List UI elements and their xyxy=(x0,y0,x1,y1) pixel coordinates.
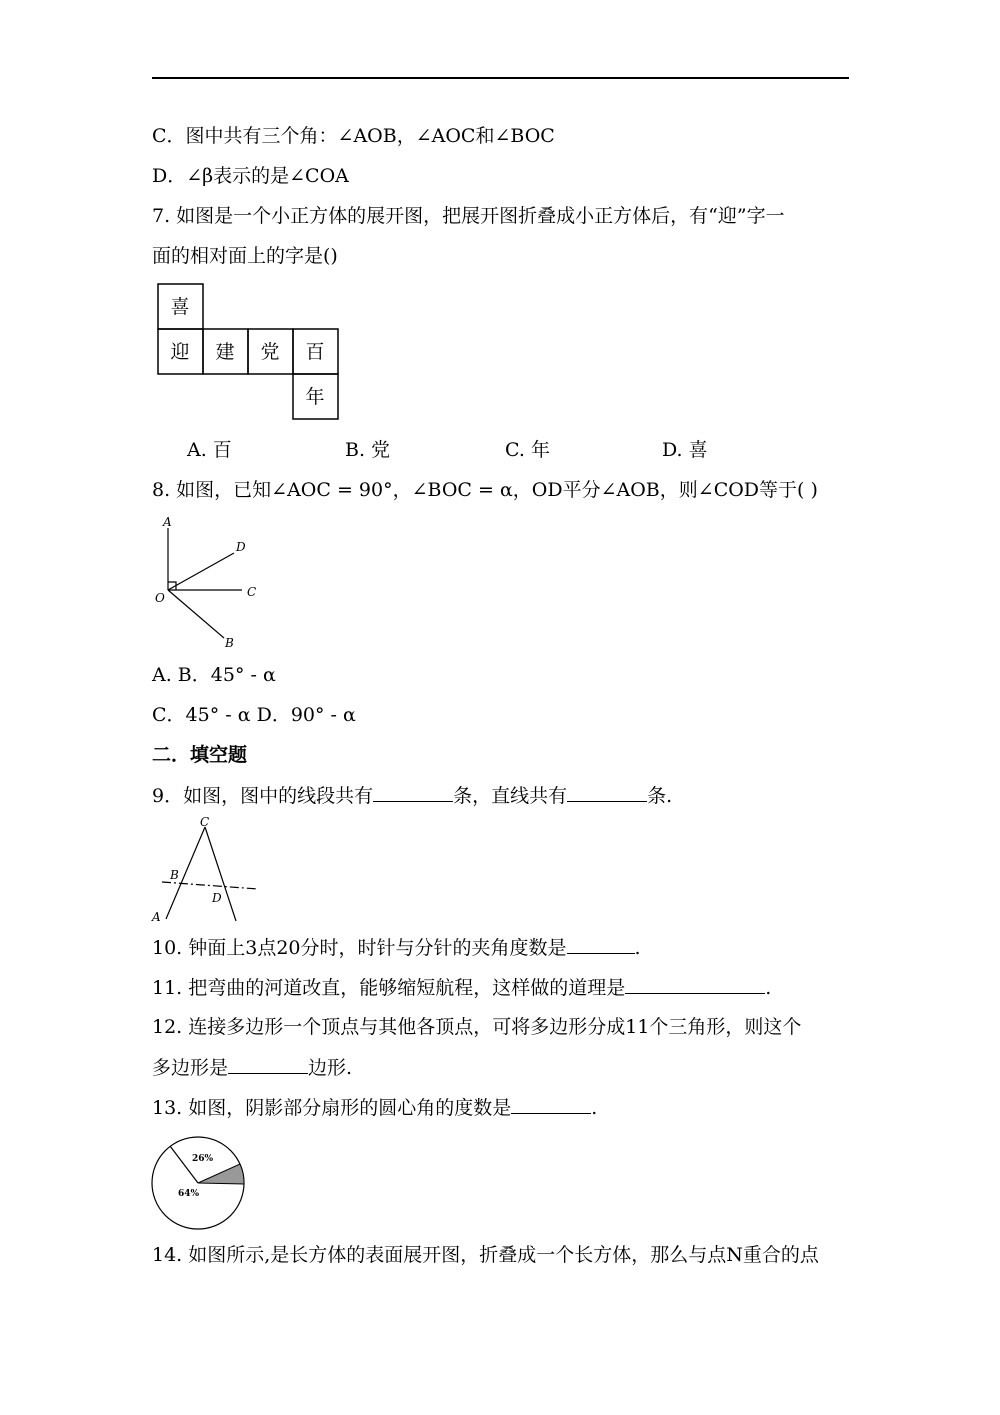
label-b: B xyxy=(170,868,179,882)
q9-mid: 条，直线共有 xyxy=(453,785,568,807)
q7-option-a: A. 百 xyxy=(187,439,232,461)
section-title: 二．填空题 xyxy=(152,744,248,766)
q13-text xyxy=(152,1095,597,1120)
q8-options-cd: C．45° - α D．90° - α xyxy=(152,704,356,726)
q11-pre: 11. 把弯曲的河道改直，能够缩短航程，这样做的道理是 xyxy=(152,977,626,999)
q10-pre: 10. 钟面上3点20分时，时针与分针的夹角度数是 xyxy=(152,937,567,959)
q12-blank[interactable] xyxy=(228,1055,308,1074)
line-segment-figure xyxy=(150,815,265,925)
label-a: A xyxy=(152,910,161,924)
net-cell-3: 建 xyxy=(215,341,235,363)
q12-text-line2 xyxy=(152,1055,352,1080)
q12-post: 边形. xyxy=(308,1057,353,1079)
q9-blank-2[interactable] xyxy=(567,783,647,802)
label-b: B xyxy=(225,636,234,650)
label-o: O xyxy=(155,591,165,605)
label-c: C xyxy=(200,815,210,829)
net-cell-5: 百 xyxy=(305,341,325,363)
q9-post: 条. xyxy=(647,785,673,807)
header-rule xyxy=(152,77,849,79)
q13-blank[interactable] xyxy=(511,1095,591,1114)
q7-text-line2: 面的相对面上的字是() xyxy=(152,245,338,267)
net-cell-4: 党 xyxy=(260,341,280,363)
q11-post: . xyxy=(765,977,772,999)
q7-option-b: B. 党 xyxy=(345,439,391,461)
angle-figure xyxy=(150,510,270,655)
label-c: C xyxy=(247,585,257,599)
q10-blank[interactable] xyxy=(567,935,635,954)
q9-pre: 9．如图，图中的线段共有 xyxy=(152,785,374,807)
q13-pre: 13. 如图，阴影部分扇形的圆心角的度数是 xyxy=(152,1097,512,1119)
q12-pre: 多边形是 xyxy=(152,1057,229,1079)
q6-option-c: C．图中共有三个角：∠AOB，∠AOC和∠BOC xyxy=(152,125,555,147)
q12-text-line1: 12. 连接多边形一个顶点与其他各顶点，可将多边形分成11个三角形，则这个 xyxy=(152,1016,802,1038)
q7-option-c: C. 年 xyxy=(505,439,550,461)
label-d: D xyxy=(212,891,222,905)
q7-text-line1: 7. 如图是一个小正方体的展开图，把展开图折叠成小正方体后，有“迎”字一 xyxy=(152,205,785,227)
q11-blank[interactable] xyxy=(625,975,765,994)
pie-label-64: 64% xyxy=(178,1189,200,1199)
q6-option-d: D．∠β表示的是∠COA xyxy=(152,165,349,187)
cube-net-figure xyxy=(150,280,350,425)
net-cell-2: 迎 xyxy=(170,341,190,363)
net-cell-6: 年 xyxy=(305,386,325,408)
q9-blank-1[interactable] xyxy=(373,783,453,802)
label-d: D xyxy=(236,540,246,554)
q10-text xyxy=(152,935,641,960)
q7-option-d: D. 喜 xyxy=(662,439,708,461)
q14-text: 14. 如图所示,是长方体的表面展开图，折叠成一个长方体，那么与点N重合的点 xyxy=(152,1244,819,1266)
q10-post: . xyxy=(634,937,641,959)
q13-post: . xyxy=(591,1097,598,1119)
q8-text: 8. 如图，已知∠AOC = 90°，∠BOC = α，OD平分∠AOB，则∠COD等于( ) xyxy=(152,479,818,501)
label-a: A xyxy=(163,515,172,529)
pie-figure xyxy=(148,1135,250,1232)
q11-text xyxy=(152,975,771,1000)
net-cell-1: 喜 xyxy=(170,296,190,318)
q8-options-ab: A. B．45° - α xyxy=(152,664,276,686)
pie-label-26: 26% xyxy=(192,1154,214,1164)
q9-text xyxy=(152,783,672,808)
